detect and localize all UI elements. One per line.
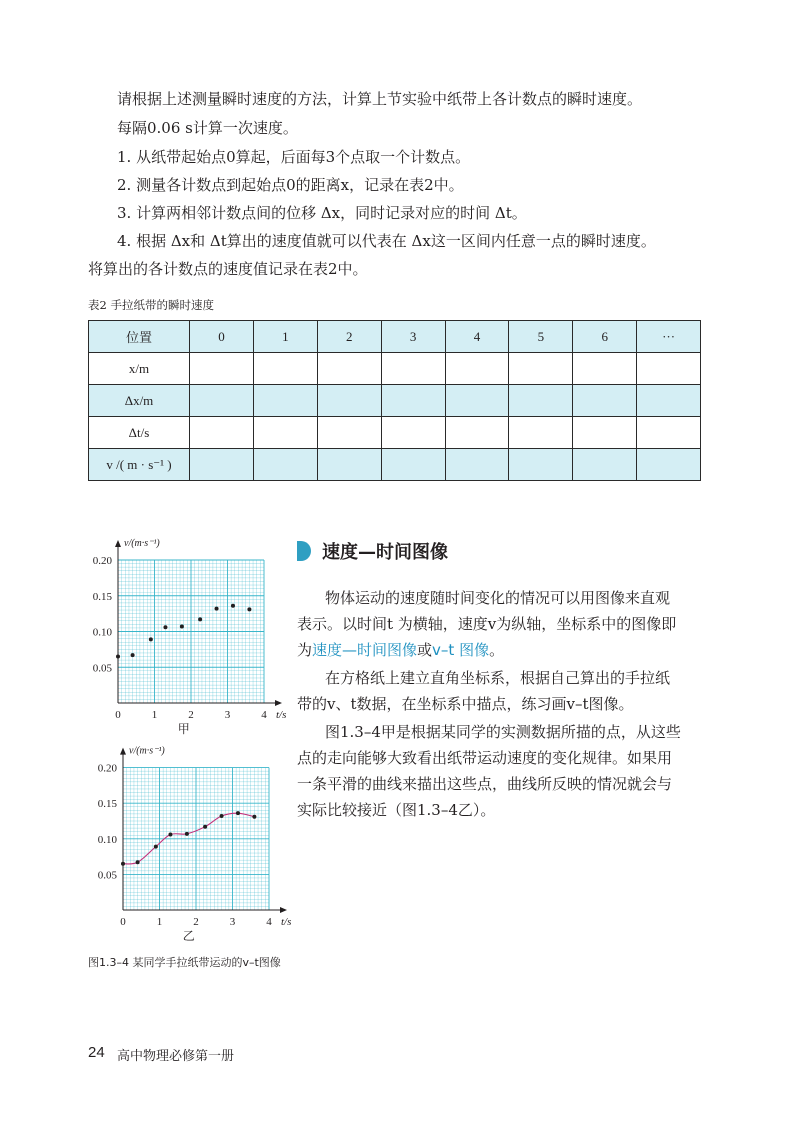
intro-line-2: 每隔0.06 s计算一次速度。 [117,119,298,137]
y-tick-label: 0.05 [97,869,117,882]
header-cell: 4 [445,321,509,353]
book-title: 高中物理必修第一册 [117,1049,235,1064]
section-p2-line-2: 带的v、t数据，在坐标系中描点，练习画v–t图像。 [297,695,634,713]
section-title: 速度—时间图像 [322,542,448,563]
y-tick-label: 0.10 [92,626,112,639]
x-tick-label: 1 [156,916,163,928]
y-axis-label: v/(m·s⁻¹) [124,538,160,549]
y-tick-label: 0.20 [92,555,112,567]
data-point [215,607,219,611]
x-tick-label: 0 [115,709,121,721]
header-cell: 3 [381,321,445,353]
data-point [180,624,184,628]
header-cell: 0 [190,321,254,353]
y-axis-arrow [120,748,126,755]
data-point [121,862,125,866]
data-point [116,655,120,659]
section-p1-line-3 [297,640,504,660]
data-point [149,637,153,641]
data-point [252,815,256,819]
page-number: 24 [88,1044,105,1061]
step-1: 1. 从纸带起始点0算起，后面每3个点取一个计数点。 [117,148,471,166]
header-cell: 1 [253,321,317,353]
row-label: Δt/s [89,417,190,449]
step-4: 4. 根据 Δx和 Δt算出的速度值就可以代表在 Δx这一区间内任意一点的瞬时速度。 [117,232,656,250]
chart-group [93,538,287,736]
section-p2-line-1: 在方格纸上建立直角坐标系，根据自己算出的手拉纸 [325,669,671,687]
data-point [154,845,158,849]
data-point [136,860,140,864]
term-velocity-time-graph: 速度—时间图像 [312,641,418,659]
y-tick-label: 0.15 [97,798,117,811]
intro-line-1: 请根据上述测量瞬时速度的方法，计算上节实验中纸带上各计数点的瞬时速度。 [117,90,643,108]
subfigure-label: 乙 [182,929,195,943]
data-point [185,832,189,836]
step-2: 2. 测量各计数点到起始点0的距离x，记录在表2中。 [117,176,464,194]
y-axis-arrow [115,540,121,547]
data-point [231,604,235,608]
section-p3-line-1: 图1.3–4甲是根据某同学的实测数据所描的点，从这些 [325,723,681,741]
section-p1-line-1: 物体运动的速度随时间变化的情况可以用图像来直观 [325,589,671,607]
row-label: x/m [89,353,190,385]
row-label: v /( m · s⁻¹ ) [89,449,190,481]
header-cell: 位置 [89,321,190,353]
x-tick-label: 4 [261,709,267,721]
text: 为 [297,641,313,659]
section-p1-line-2: 表示。以时间t 为横轴，速度v为纵轴，坐标系中的图像即 [297,615,677,633]
y-tick-label: 0.10 [97,833,117,846]
x-axis-label: t/s [276,709,287,721]
x-tick-label: 2 [188,709,194,721]
text: 或 [417,641,433,659]
x-tick-label: 3 [224,709,231,721]
y-axis-label: v/(m·s⁻¹) [129,745,165,757]
table-caption: 表2 手拉纸带的瞬时速度 [88,298,214,312]
section-p3-line-2: 点的走向能够大致看出纸带运动速度的变化规律。如果用 [297,749,673,767]
data-point [236,811,240,815]
x-axis-arrow [280,907,287,913]
data-point [247,607,251,611]
x-tick-label: 1 [151,709,158,721]
x-tick-label: 3 [229,916,236,928]
data-point [163,625,167,629]
step-4-continued: 将算出的各计数点的速度值记录在表2中。 [88,260,368,278]
section-p3-line-4: 实际比较接近（图1.3–4乙）。 [297,801,496,819]
text: 。 [489,641,505,659]
x-axis-label: t/s [281,916,292,928]
term-vt-graph: v–t 图像 [432,641,490,659]
section-p3-line-3: 一条平滑的曲线来描出这些点，曲线所反映的情况就会与 [297,775,673,793]
header-cell: 6 [573,321,637,353]
step-3: 3. 计算两相邻计数点间的位移 Δx，同时记录对应的时间 Δt。 [117,204,527,222]
x-tick-label: 4 [266,916,272,928]
x-tick-label: 0 [120,916,126,928]
header-cell: 5 [509,321,573,353]
header-cell: ··· [637,321,701,353]
y-tick-label: 0.15 [92,590,112,603]
subfigure-label: 甲 [177,722,190,736]
y-tick-label: 0.20 [97,762,117,775]
row-label: Δx/m [89,385,190,417]
figure-caption: 图1.3–4 某同学手拉纸带运动的v–t图像 [88,956,281,969]
data-point [131,653,135,657]
data-point [203,825,207,829]
chart-group [98,746,292,943]
y-tick-label: 0.05 [92,662,112,675]
x-axis-arrow [275,700,282,706]
x-tick-label: 2 [193,916,199,928]
data-point [198,617,202,621]
data-point [220,814,224,818]
header-cell: 2 [317,321,381,353]
data-point [168,833,172,837]
